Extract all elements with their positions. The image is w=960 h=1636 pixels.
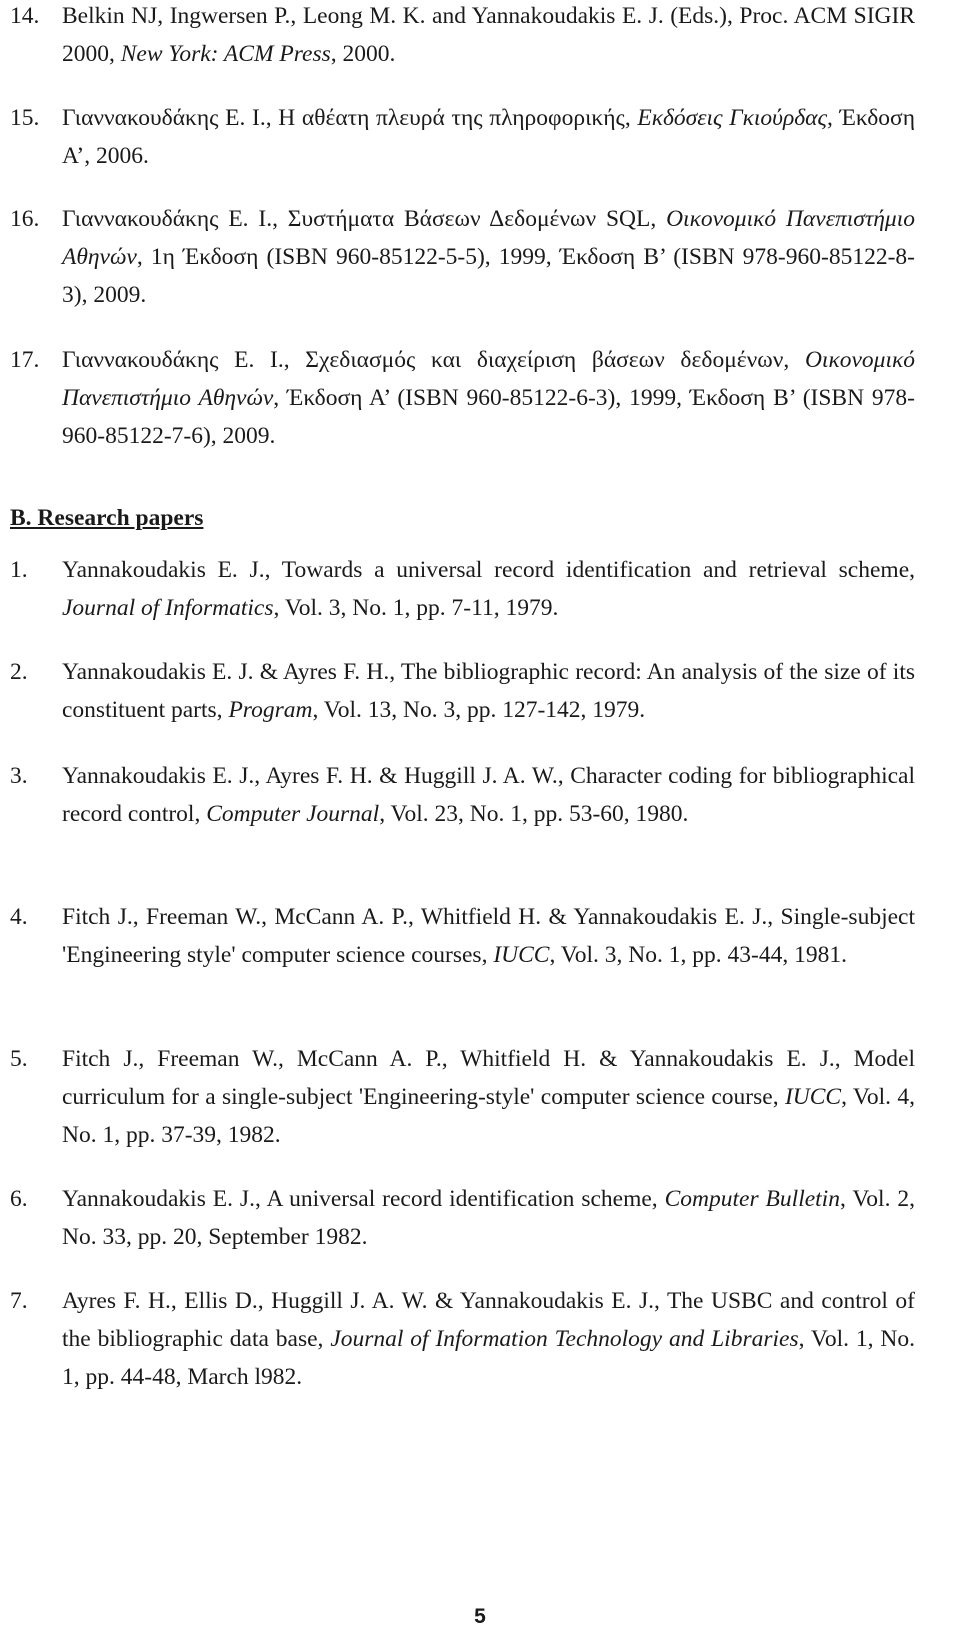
reference-number: 15. bbox=[10, 105, 40, 131]
reference-text: Γιαννακουδάκης Ε. Ι., Η αθέατη πλευρά της πληροφορικής, Εκδόσεις Γκιούρδας, Έκδοση Α’, 2006. bbox=[62, 105, 915, 169]
reference-source: Journal of Information Technology and Libraries bbox=[330, 1326, 799, 1352]
reference-entry bbox=[10, 551, 915, 627]
reference-source: Journal of Informatics bbox=[62, 595, 274, 621]
reference-number: 2. bbox=[10, 659, 28, 685]
reference-text: Γιαννακουδάκης Ε. Ι., Συστήματα Βάσεων Δεδομένων SQL, Οικονομικό Πανεπιστήμιο Αθηνών, 1η Έκδοση (ISBN 960-85122-5-5), 1999, Έκδοση Β’ (ISBN 978-960-85122-8-3), 2009. bbox=[62, 206, 915, 308]
reference-text: Fitch J., Freeman W., McCann A. P., Whitfield H. & Yannakoudakis E. J., Model curriculum for a single-subject 'Engineering-style' computer science course, IUCC, Vol. 4, No. 1, pp. 37-39, 1982. bbox=[62, 1046, 915, 1148]
reference-source: Εκδόσεις Γκιούρδας bbox=[637, 105, 828, 131]
reference-source: IUCC bbox=[784, 1084, 842, 1110]
reference-source: Οικονομικό Πανεπιστήμιο Αθηνών bbox=[62, 206, 915, 270]
reference-text: Yannakoudakis E. J. & Ayres F. H., The bibliographic record: An analysis of the size of its constituent parts, Program, Vol. 13, No. 3, pp. 127-142, 1979. bbox=[62, 659, 915, 723]
reference-number: 7. bbox=[10, 1288, 28, 1314]
reference-entry bbox=[10, 200, 915, 314]
reference-number: 3. bbox=[10, 763, 28, 789]
reference-source: Computer Bulletin bbox=[664, 1186, 840, 1212]
reference-entry bbox=[10, 0, 915, 73]
reference-number: 6. bbox=[10, 1186, 28, 1212]
reference-entry bbox=[10, 341, 915, 455]
reference-number: 14. bbox=[10, 3, 40, 29]
reference-number: 5. bbox=[10, 1046, 28, 1072]
page-number: 5 bbox=[474, 1605, 486, 1628]
reference-entry bbox=[10, 99, 915, 175]
reference-source: IUCC bbox=[493, 942, 550, 968]
reference-source: Οικονομικό Πανεπιστήμιο Αθηνών bbox=[62, 347, 916, 411]
reference-source: Program bbox=[228, 697, 313, 723]
section-heading: B. Research papers bbox=[10, 505, 204, 531]
reference-text: Ayres F. H., Ellis D., Huggill J. A. W. & Yannakoudakis E. J., The USBC and control of the bibliographic data base, Journal of Information Technology and Libraries, Vol. 1, No. 1, pp. 44-48, March l982. bbox=[62, 1288, 915, 1390]
reference-text: Yannakoudakis E. J., Towards a universal record identification and retrieval scheme, Journal of Informatics, Vol. 3, No. 1, pp. 7-11, 1979. bbox=[62, 557, 915, 621]
reference-number: 1. bbox=[10, 557, 28, 583]
reference-number: 16. bbox=[10, 206, 40, 232]
reference-entry bbox=[10, 1282, 915, 1396]
reference-number: 17. bbox=[10, 347, 40, 373]
reference-text: Yannakoudakis E. J., Ayres F. H. & Huggill J. A. W., Character coding for bibliographical record control, Computer Journal, Vol. 23, No. 1, pp. 53-60, 1980. bbox=[62, 763, 915, 827]
reference-source: New York: ACM Press bbox=[120, 41, 331, 67]
reference-entry bbox=[10, 653, 915, 729]
reference-entry bbox=[10, 898, 915, 974]
reference-entry bbox=[10, 1040, 915, 1154]
reference-entry bbox=[10, 1180, 915, 1256]
reference-text: Yannakoudakis E. J., A universal record identification scheme, Computer Bulletin, Vol. 2, No. 33, pp. 20, September 1982. bbox=[62, 1186, 916, 1250]
reference-number: 4. bbox=[10, 904, 28, 930]
reference-text: Γιαννακουδάκης Ε. Ι., Σχεδιασμός και διαχείριση βάσεων δεδομένων, Οικονομικό Πανεπιστήμιο Αθηνών, Έκδοση Α’ (ISBN 960-85122-6-3), 1999, Έκδοση Β’ (ISBN 978-960-85122-7-6), 2009. bbox=[62, 347, 916, 449]
reference-text: Fitch J., Freeman W., McCann A. P., Whitfield H. & Yannakoudakis E. J., Single-subject 'Engineering style' computer science courses, IUCC, Vol. 3, No. 1, pp. 43-44, 1981. bbox=[62, 904, 915, 968]
reference-entry bbox=[10, 757, 915, 833]
reference-text: Belkin NJ, Ingwersen P., Leong M. K. and Yannakoudakis E. J. (Eds.), Proc. ACM SIGIR 2000, New York: ACM Press, 2000. bbox=[62, 3, 915, 67]
reference-source: Computer Journal bbox=[206, 801, 380, 827]
